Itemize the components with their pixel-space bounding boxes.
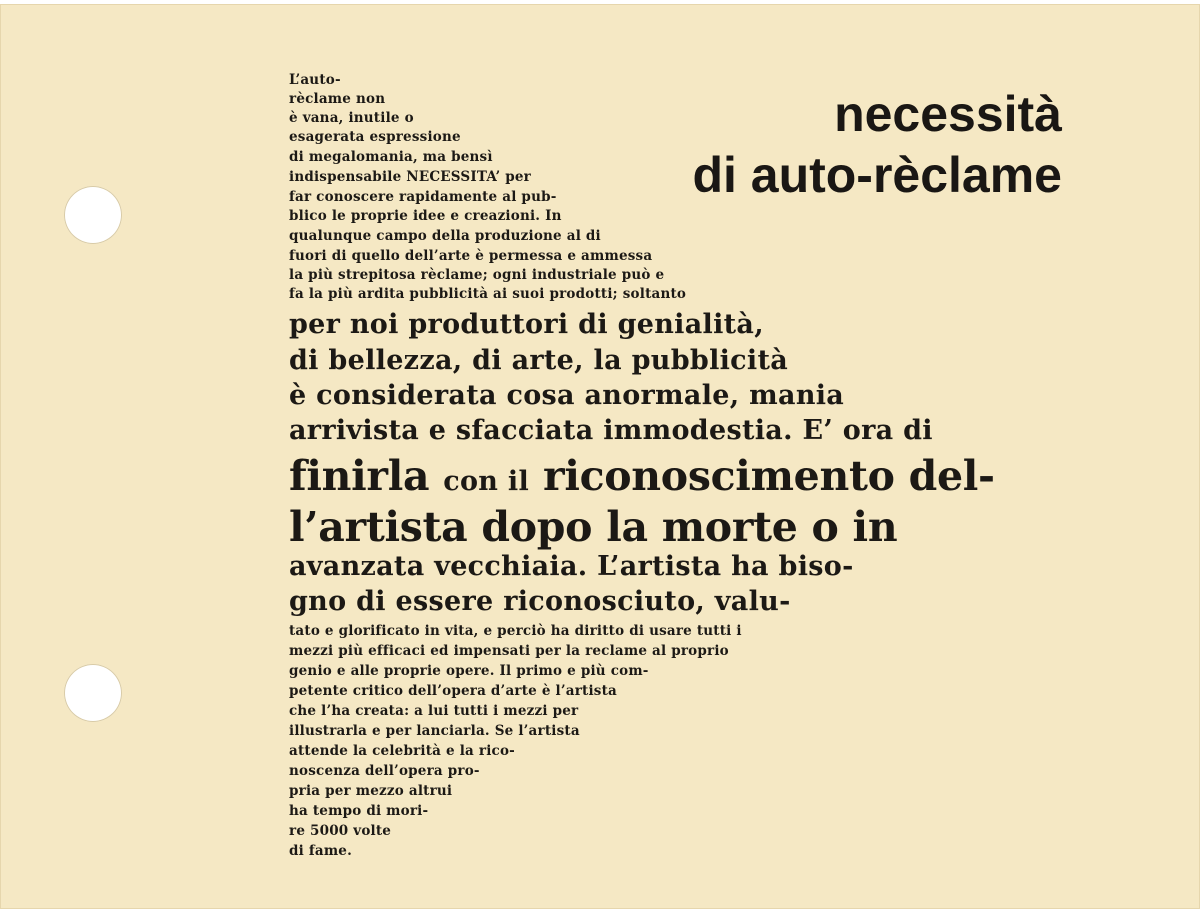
body-text-line: L’auto- <box>289 72 341 88</box>
title-line-2: di auto-rèclame <box>692 147 1062 203</box>
body-text-line-medium: è considerata cosa anormale, mania <box>289 380 845 411</box>
body-text-line: di fame. <box>289 843 352 859</box>
connector-text: con il <box>443 466 530 497</box>
body-text-line: rèclame non <box>289 91 386 107</box>
body-text-line: qualunque campo della produzione al di <box>289 228 601 244</box>
body-text-line-medium: avanzata vecchiaia. L’artista ha biso- <box>289 551 854 582</box>
emphasis-riconoscimento: riconoscimento del- <box>543 452 995 500</box>
body-text-line: genio e alle proprie opere. Il primo e più com- <box>289 663 649 679</box>
body-text-line: è vana, inutile o <box>289 110 414 126</box>
body-text-line: pria per mezzo altrui <box>289 783 453 799</box>
body-text-line: illustrarla e per lanciarla. Se l’artista <box>289 723 580 739</box>
body-text-line: esagerata espressione <box>289 129 461 145</box>
body-text-line: di megalomania, ma bensì <box>289 149 493 165</box>
body-text-line-large: l’artista dopo la morte o in <box>289 503 898 551</box>
punch-hole-bottom <box>64 664 122 722</box>
document-sheet <box>0 4 1200 909</box>
title-line-1: necessità <box>834 86 1062 142</box>
body-text-line-large <box>289 452 995 506</box>
body-text-line-medium: di bellezza, di arte, la pubblicità <box>289 345 789 376</box>
body-text-line: re 5000 volte <box>289 823 392 839</box>
body-text-line: far conoscere rapidamente al pub- <box>289 189 557 205</box>
body-text-line: attende la celebrità e la rico- <box>289 743 515 759</box>
body-text-line-medium: gno di essere riconosciuto, valu- <box>289 586 791 617</box>
body-text-line: tato e glorificato in vita, e perciò ha diritto di usare tutti i <box>289 623 742 639</box>
body-text-line: noscenza dell’opera pro- <box>289 763 480 779</box>
body-text-line: che l’ha creata: a lui tutti i mezzi per <box>289 703 579 719</box>
body-text-line: ha tempo di mori- <box>289 803 429 819</box>
body-text-line-medium: per noi produttori di genialità, <box>289 309 764 340</box>
body-text-line: fa la più ardita pubblicità ai suoi prodotti; soltanto <box>289 286 687 302</box>
punch-hole-top <box>64 186 122 244</box>
body-text-line: petente critico dell’opera d’arte è l’artista <box>289 683 617 699</box>
emphasis-finirla: finirla <box>289 452 430 500</box>
body-text-line: fuori di quello dell’arte è permessa e ammessa <box>289 248 653 264</box>
body-text-line: la più strepitosa rèclame; ogni industriale può e <box>289 267 665 283</box>
body-text-line-medium: arrivista e sfacciata immodestia. E’ ora di <box>289 415 933 446</box>
body-text-line: mezzi più efficaci ed impensati per la reclame al proprio <box>289 643 729 659</box>
body-text-line: blico le proprie idee e creazioni. In <box>289 208 562 224</box>
body-text-line: indispensabile NECESSITA’ per <box>289 169 531 185</box>
